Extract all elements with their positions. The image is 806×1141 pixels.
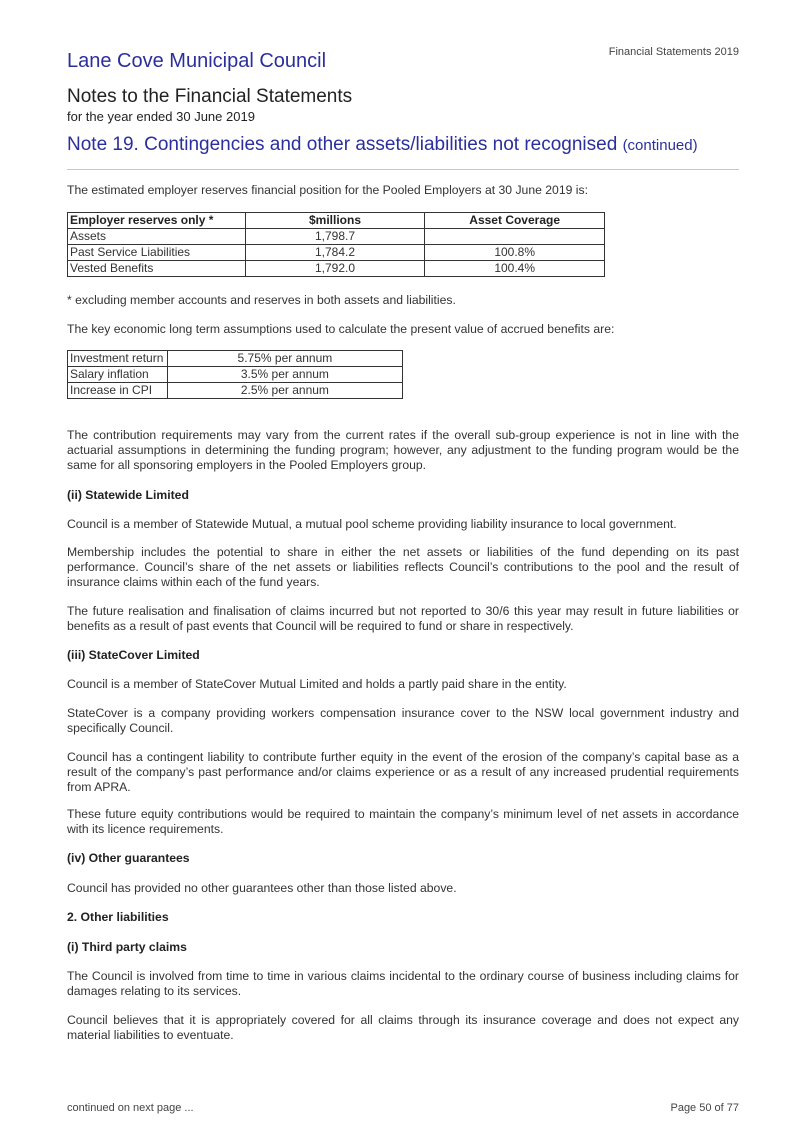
table-cell: 1,792.0 bbox=[245, 261, 425, 277]
period-subtitle: for the year ended 30 June 2019 bbox=[67, 109, 255, 124]
third-party-claims-heading: (i) Third party claims bbox=[67, 940, 187, 954]
table-cell: Past Service Liabilities bbox=[68, 245, 246, 261]
heading-divider bbox=[67, 169, 739, 170]
statecover-paragraph: These future equity contributions would be required to maintain the company’s minimum level of net assets in accordance with its licence requirements. bbox=[67, 807, 739, 836]
statecover-heading: (iii) StateCover Limited bbox=[67, 648, 200, 662]
other-guarantees-paragraph: Council has provided no other guarantees other than those listed above. bbox=[67, 881, 457, 895]
table-cell: Assets bbox=[68, 229, 246, 245]
third-party-paragraph: Council believes that it is appropriately covered for all claims through its insurance coverage and does not expect any material liabilities to eventuate. bbox=[67, 1013, 739, 1042]
table-cell: Investment return bbox=[68, 351, 168, 367]
reserves-footnote: * excluding member accounts and reserves in both assets and liabilities. bbox=[67, 293, 456, 307]
note-heading bbox=[67, 134, 698, 156]
table-cell: 5.75% per annum bbox=[167, 351, 402, 367]
table-cell: Increase in CPI bbox=[68, 383, 168, 399]
continued-note: continued on next page ... bbox=[67, 1102, 194, 1114]
table-cell: 100.8% bbox=[425, 245, 605, 261]
table-header-row bbox=[68, 213, 605, 229]
note-continued: (continued) bbox=[622, 137, 698, 154]
council-name: Lane Cove Municipal Council bbox=[67, 50, 327, 72]
intro-text: The estimated employer reserves financial position for the Pooled Employers at 30 June 2019 is: bbox=[67, 183, 588, 197]
table-row bbox=[68, 367, 403, 383]
note-title: Note 19. Contingencies and other assets/liabilities not recognised bbox=[67, 134, 618, 155]
table-cell bbox=[425, 229, 605, 245]
table-row bbox=[68, 261, 605, 277]
table-row bbox=[68, 245, 605, 261]
statecover-paragraph: Council has a contingent liability to contribute further equity in the event of the erosion of the company’s capital base as a result of the company’s past performance and/or claims experience or as a result of any increased prudential requirements from APRA. bbox=[67, 750, 739, 794]
table-cell: Vested Benefits bbox=[68, 261, 246, 277]
statewide-heading: (ii) Statewide Limited bbox=[67, 488, 189, 502]
assumptions-intro: The key economic long term assumptions used to calculate the present value of accrued benefits are: bbox=[67, 322, 615, 336]
table-row bbox=[68, 383, 403, 399]
table-cell: Salary inflation bbox=[68, 367, 168, 383]
statewide-paragraph: The future realisation and finalisation of claims incurred but not reported to 30/6 this year may result in future liabilities or benefits as a result of past events that Council will be required to fund or share in respectively. bbox=[67, 604, 739, 633]
statewide-paragraph: Council is a member of Statewide Mutual, a mutual pool scheme providing liability insurance to local government. bbox=[67, 517, 677, 531]
page-number: Page 50 of 77 bbox=[670, 1102, 739, 1114]
table-cell: 1,798.7 bbox=[245, 229, 425, 245]
table-row bbox=[68, 229, 605, 245]
table-header-cell: Employer reserves only * bbox=[68, 213, 246, 229]
table-header-cell: Asset Coverage bbox=[425, 213, 605, 229]
assumptions-table bbox=[67, 350, 403, 399]
table-header-cell: $millions bbox=[245, 213, 425, 229]
statewide-paragraph: Membership includes the potential to share in either the net assets or liabilities of the fund depending on its past performance. Council’s share of the net assets or liabilities reflects Council’s contributions to the pool and the result of insurance claims within each of the fund years. bbox=[67, 545, 739, 589]
reserves-table bbox=[67, 212, 605, 277]
table-cell: 100.4% bbox=[425, 261, 605, 277]
statecover-paragraph: StateCover is a company providing workers compensation insurance cover to the NSW local government industry and specifically Council. bbox=[67, 706, 739, 735]
contribution-paragraph: The contribution requirements may vary from the current rates if the overall sub-group experience is not in line with the actuarial assumptions in determining the funding program; however, any adjustment to the funding program would be the same for all sponsoring employers in the Pooled Employers group. bbox=[67, 428, 739, 472]
other-liabilities-heading: 2. Other liabilities bbox=[67, 910, 169, 924]
table-cell: 1,784.2 bbox=[245, 245, 425, 261]
table-cell: 3.5% per annum bbox=[167, 367, 402, 383]
other-guarantees-heading: (iv) Other guarantees bbox=[67, 851, 190, 865]
table-row bbox=[68, 351, 403, 367]
statecover-paragraph: Council is a member of StateCover Mutual Limited and holds a partly paid share in the entity. bbox=[67, 677, 567, 691]
table-cell: 2.5% per annum bbox=[167, 383, 402, 399]
third-party-paragraph: The Council is involved from time to time in various claims incidental to the ordinary course of business including claims for damages relating to its services. bbox=[67, 969, 739, 998]
document-label: Financial Statements 2019 bbox=[608, 46, 739, 58]
notes-title: Notes to the Financial Statements bbox=[67, 86, 353, 107]
